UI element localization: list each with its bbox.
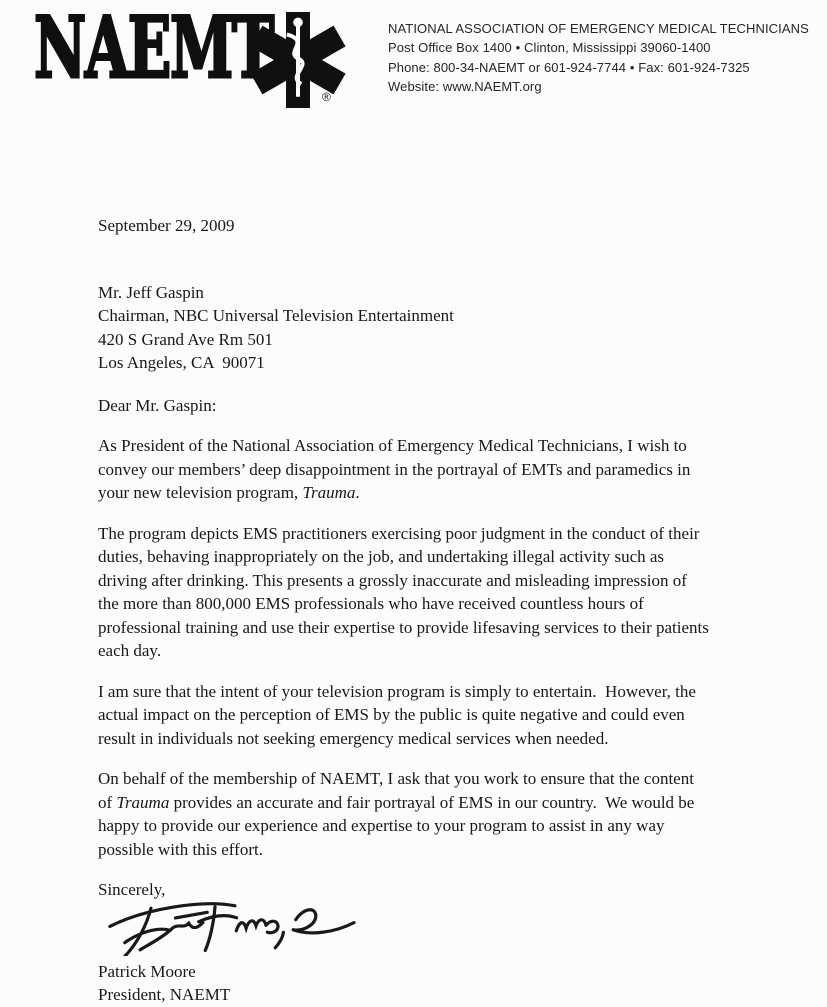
paragraph-4 [98,767,814,861]
recipient-street: 420 S Grand Ave Rm 501 [98,329,273,349]
recipient-city-state-zip: Los Angeles, CA 90071 [98,353,265,372]
text-line: On behalf of the membership of NAEMT, I ask that you work to ensure that the content [98,769,694,788]
signer-block [98,960,814,1007]
recipient-name: Mr. Jeff Gaspin [98,282,204,302]
website-line: Website: www.NAEMT.org [388,79,542,95]
phone-fax-line: Phone: 800-34-NAEMT or 601-924-7744 • Fax: 601-924-7325 [388,59,750,75]
letter-date: September 29, 2009 [98,216,235,235]
text-line: possible with this effort. [98,839,263,859]
org-name-line: NATIONAL ASSOCIATION OF EMERGENCY MEDICAL TECHNICIANS [388,21,809,36]
letterhead-contact-block [388,19,820,97]
po-box-line: Post Office Box 1400 • Clinton, Mississippi 39060-1400 [388,40,711,56]
paragraph-3 [98,680,814,751]
letterhead [0,0,827,120]
handwritten-signature [106,896,814,956]
salutation: Dear Mr. Gaspin: [98,395,217,415]
paragraph-2 [98,522,814,663]
signer-name: Patrick Moore [98,961,196,981]
text-line: the more than 800,000 EMS professionals who have received countless hours of [98,594,644,613]
text-line: professional training and use their expertise to provide lifesaving services to their patients [98,617,709,637]
closing: Sincerely, [98,880,166,899]
text-line: your new television program, Trauma. [98,483,360,502]
signer-title: President, NAEMT [98,985,231,1004]
registered-trademark-symbol: ® [322,90,331,104]
text-line: I am sure that the intent of your television program is simply to entertain. However, the [98,681,696,701]
text-line: duties, behaving inappropriately on the job, and undertaking illegal activity such as [98,547,665,566]
letter-body [98,214,814,1007]
text-line: each day. [98,641,162,660]
paragraph-1 [98,434,814,505]
text-line: convey our members’ deep disappointment in the portrayal of EMTs and paramedics in [98,459,691,479]
naemt-logo-text: NAEMT [34,0,274,97]
text-line: actual impact on the perception of EMS by the public is quite negative and could even [98,705,685,724]
text-line: of Trauma provides an accurate and fair portrayal of EMS in our country. We would be [98,792,695,812]
text-line: driving after drinking. This presents a grossly inaccurate and misleading impression of [98,570,687,590]
recipient-title: Chairman, NBC Universal Television Entertainment [98,306,454,325]
recipient-address-block [98,281,814,375]
text-line: The program depicts EMS practitioners exercising poor judgment in the conduct of their [98,523,700,543]
text-line: happy to provide our experience and expertise to your program to assist in any way [98,816,665,835]
naemt-logo [34,0,384,114]
text-line: As President of the National Association of Emergency Medical Technicians, I wish to [98,436,687,455]
star-of-life-icon [246,12,350,113]
text-line: result in individuals not seeking emergency medical services when needed. [98,728,609,748]
